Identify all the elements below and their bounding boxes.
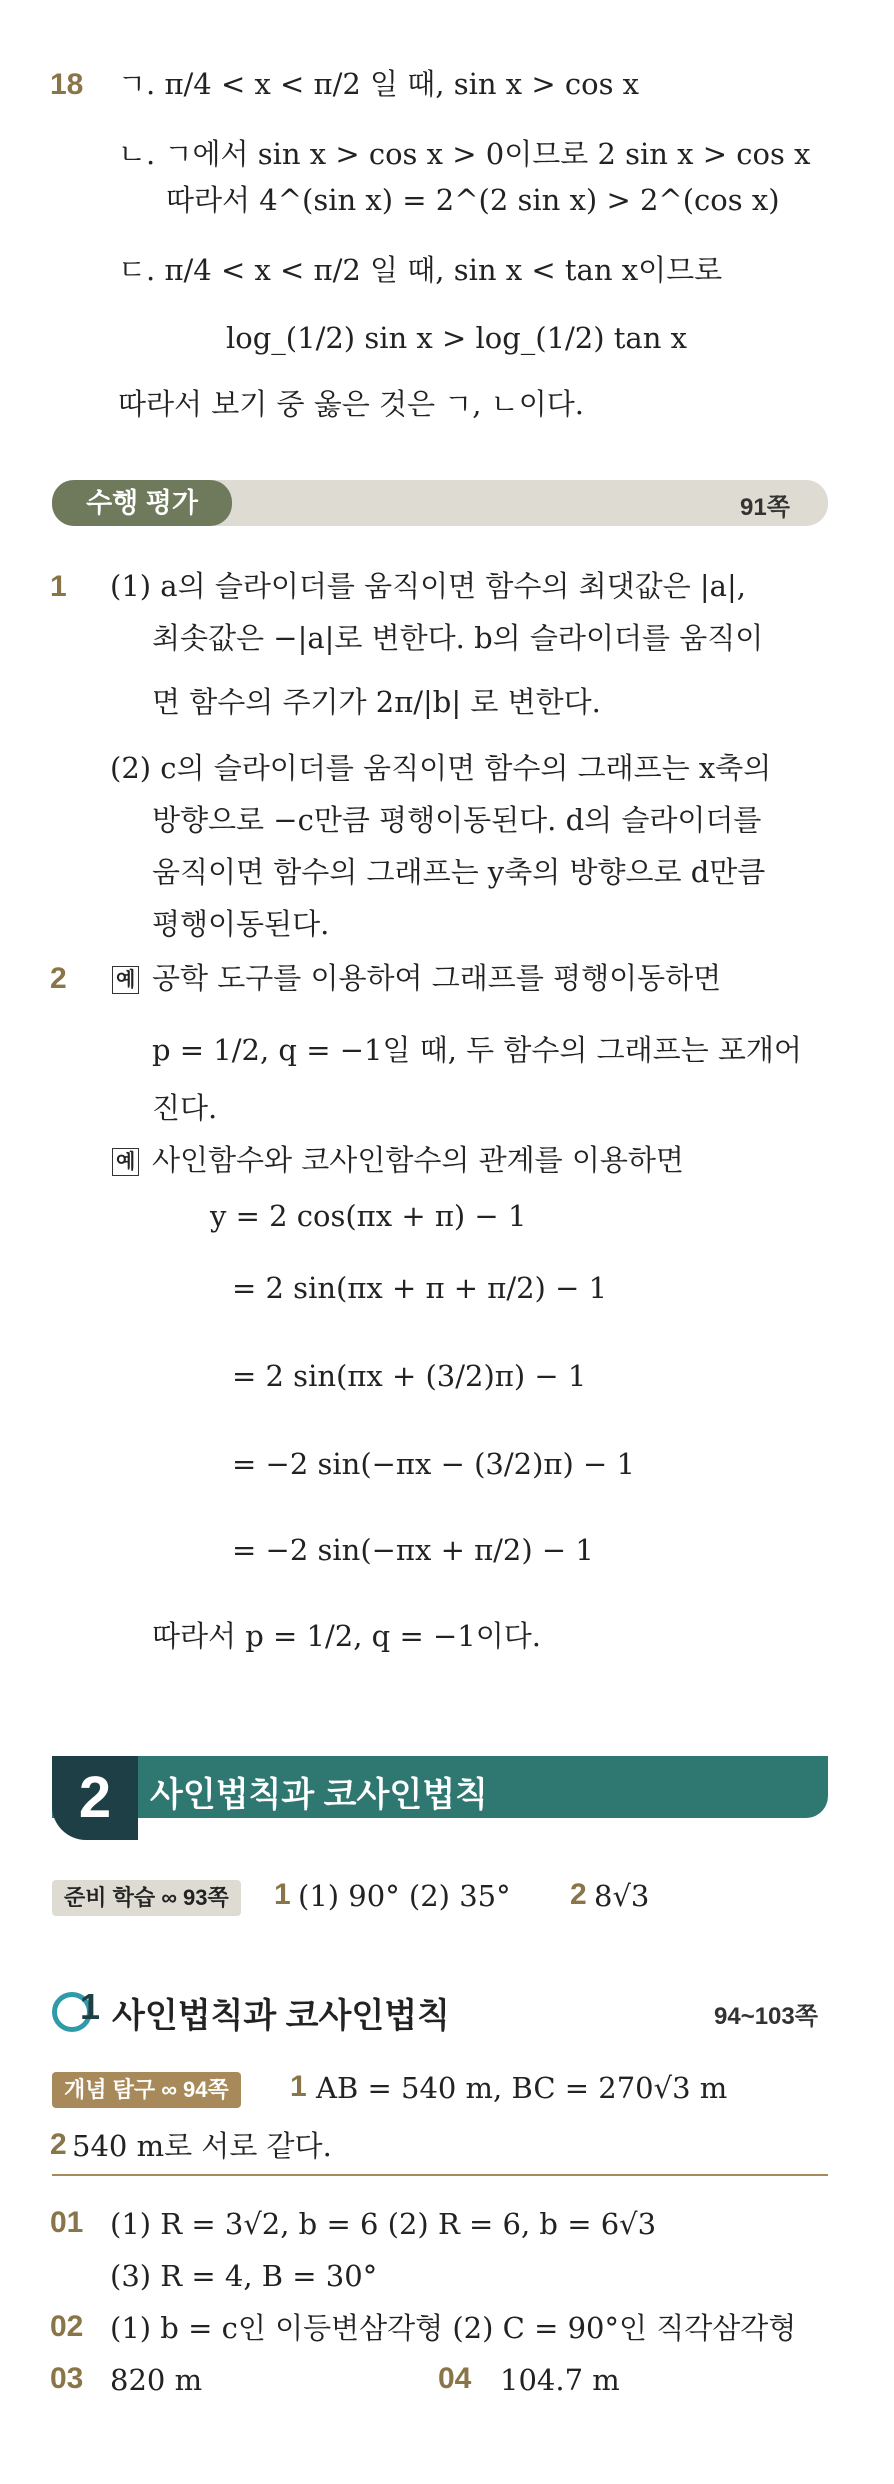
divider: [52, 2174, 828, 2176]
chapter-title: 사인법칙과 코사인법칙: [150, 1776, 488, 1814]
concept-answer-2-number: 2: [50, 2128, 67, 2161]
performance-title: 수행 평가: [52, 480, 232, 526]
prep-answer-2: 8√3: [594, 1879, 650, 1913]
equation-2: = 2 sin(πx + π + π/2) − 1: [232, 1271, 608, 1305]
problem-2-example-a-line2: p = 1/2, q = −1일 때, 두 함수의 그래프는 포개어: [152, 1033, 802, 1067]
equation-3: = 2 sin(πx + (3/2)π) − 1: [232, 1359, 587, 1393]
prep-answer-1: (1) 90° (2) 35°: [298, 1879, 511, 1913]
answer-01-number: 01: [50, 2206, 84, 2239]
concept-answer-2: 540 m로 서로 같다.: [72, 2129, 332, 2163]
problem-18-line-5: log_(1/2) sin x > log_(1/2) tan x: [226, 321, 687, 355]
problem-1-part1-line3: 면 함수의 주기가 2π/|b| 로 변한다.: [152, 685, 601, 719]
problem-18-line-2: ㄴ. ㄱ에서 sin x > cos x > 0이므로 2 sin x > cos x: [118, 137, 811, 171]
problem-18-line-6: 따라서 보기 중 옳은 것은 ㄱ, ㄴ이다.: [118, 387, 584, 421]
answer-04-line1: 104.7 m: [500, 2363, 620, 2397]
section-pages: 94~103쪽: [714, 2003, 818, 2030]
answer-03-line1: 820 m: [110, 2363, 203, 2397]
prep-answer-1-number: 1: [274, 1878, 291, 1911]
answer-02-line1: (1) b = c인 이등변삼각형 (2) C = 90°인 직각삼각형: [110, 2311, 797, 2345]
equation-4: = −2 sin(−πx − (3/2)π) − 1: [232, 1447, 635, 1481]
problem-2-number: 2: [50, 962, 67, 995]
problem-18-number: 18: [50, 68, 84, 101]
equation-5: = −2 sin(−πx + π/2) − 1: [232, 1533, 594, 1567]
problem-1-part1-line2: 최솟값은 −|a|로 변한다. b의 슬라이더를 움직이: [152, 621, 764, 655]
problem-2-example-a-line1: 공학 도구를 이용하여 그래프를 평행이동하면: [152, 961, 722, 995]
example-mark-a: 예: [112, 966, 139, 994]
concept-answer-1: AB = 540 m, BC = 270√3 m: [316, 2071, 728, 2105]
problem-2-example-b-line1: 사인함수와 코사인함수의 관계를 이용하면: [152, 1143, 684, 1177]
prep-answer-2-number: 2: [570, 1878, 587, 1911]
answer-01-line1: (1) R = 3√2, b = 6 (2) R = 6, b = 6√3: [110, 2207, 657, 2241]
problem-1-part2-line2: 방향으로 −c만큼 평행이동된다. d의 슬라이더를: [152, 803, 762, 837]
problem-1-part2-line4: 평행이동된다.: [152, 907, 330, 941]
performance-page: 91쪽: [740, 494, 790, 521]
problem-18-line-1: ㄱ. π/4 < x < π/2 일 때, sin x > cos x: [118, 67, 640, 101]
problem-1-part2-line1: (2) c의 슬라이더를 움직이면 함수의 그래프는 x축의: [110, 751, 772, 785]
prep-tag: 준비 학습 ∞ 93쪽: [52, 1880, 241, 1916]
concept-answer-1-number: 1: [290, 2070, 307, 2103]
problem-1-number: 1: [50, 570, 67, 603]
chapter-number: 2: [52, 1756, 138, 1840]
answer-01-line2: (3) R = 4, B = 30°: [110, 2259, 378, 2293]
problem-2-conclusion: 따라서 p = 1/2, q = −1이다.: [152, 1619, 541, 1653]
equation-1: y = 2 cos(πx + π) − 1: [210, 1199, 527, 1233]
problem-1-part1-line1: (1) a의 슬라이더를 움직이면 함수의 최댓값은 |a|,: [110, 569, 746, 603]
example-mark-b: 예: [112, 1148, 139, 1176]
answer-03-number: 03: [50, 2362, 84, 2395]
problem-18-line-4: ㄷ. π/4 < x < π/2 일 때, sin x < tan x이므로: [118, 253, 723, 287]
concept-tag: 개념 탐구 ∞ 94쪽: [52, 2072, 241, 2108]
section-number: 1: [80, 1986, 101, 2027]
section-title: 사인법칙과 코사인법칙: [112, 1997, 450, 2035]
problem-1-part2-line3: 움직이면 함수의 그래프는 y축의 방향으로 d만큼: [152, 855, 766, 889]
answer-04-number: 04: [438, 2362, 472, 2395]
answer-02-number: 02: [50, 2310, 84, 2343]
problem-18-line-3: 따라서 4^(sin x) = 2^(2 sin x) > 2^(cos x): [166, 183, 780, 217]
problem-2-example-a-line3: 진다.: [152, 1091, 218, 1125]
